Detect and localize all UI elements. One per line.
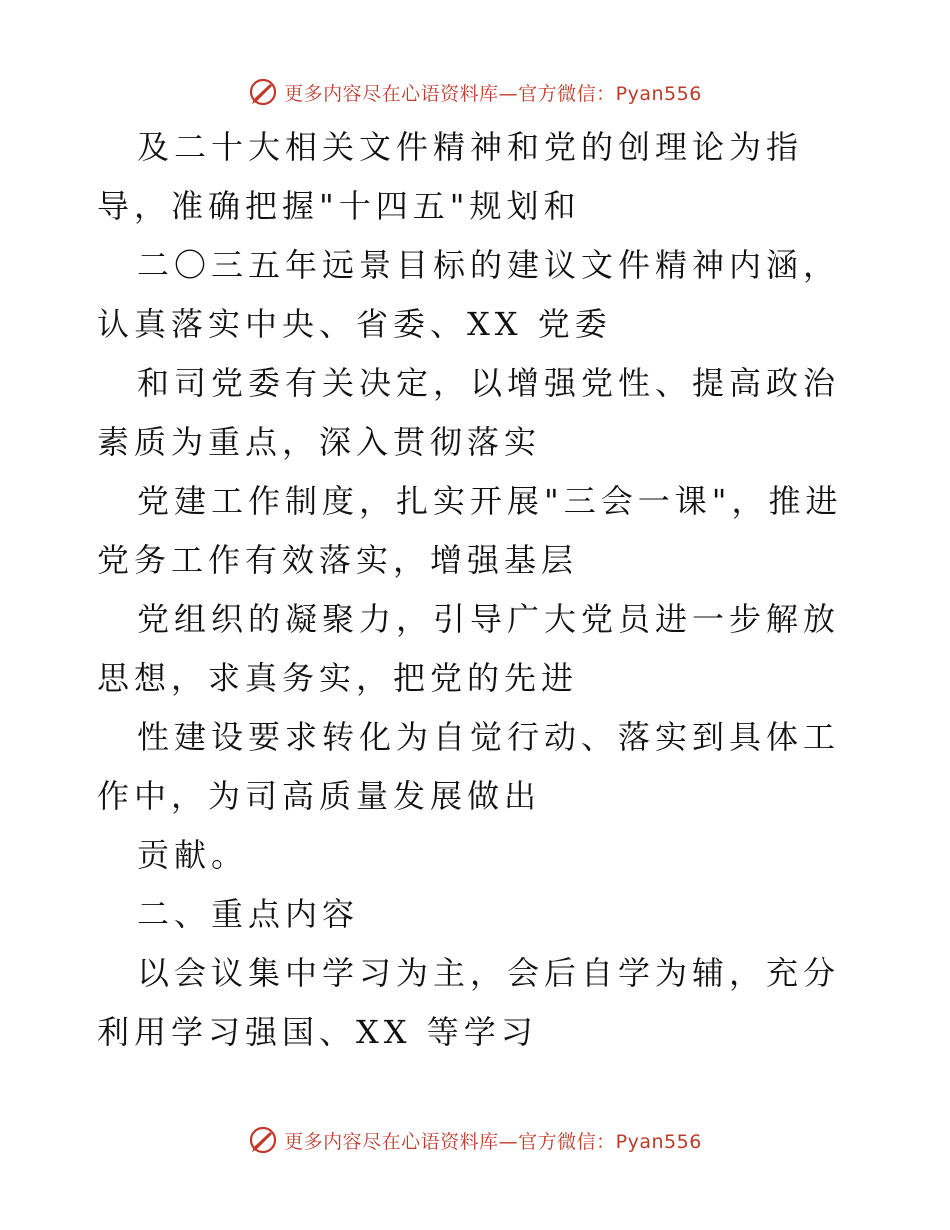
- paragraph: 贡献。: [137, 836, 249, 874]
- paragraph: 二〇三五年远景目标的建议文件精神内涵，认真落实中央、省委、XX 党委: [97, 246, 841, 343]
- paragraph: 党组织的凝聚力，引导广大党员进一步解放思想，求真务实，把党的先进: [97, 600, 841, 697]
- footer-watermark: [0, 1120, 950, 1160]
- document-body: [97, 118, 857, 1062]
- pen-logo-icon: [248, 1125, 278, 1155]
- paragraph: 和司党委有关决定，以增强党性、提高政治素质为重点，深入贯彻落实: [97, 364, 841, 461]
- paragraph: 以会议集中学习为主，会后自学为辅，充分利用学习强国、XX 等学习: [97, 954, 841, 1051]
- paragraph: 党建工作制度，扎实开展"三会一课"，推进党务工作有效落实，增强基层: [97, 482, 843, 579]
- pen-logo-icon: [248, 77, 278, 107]
- header-watermark: [0, 72, 950, 112]
- section-heading: 二、重点内容: [137, 895, 360, 933]
- paragraph: 性建设要求转化为自觉行动、落实到具体工作中，为司高质量发展做出: [97, 718, 841, 815]
- watermark-text: 更多内容尽在心语资料库—官方微信：Pyan556: [284, 82, 702, 105]
- watermark-text: 更多内容尽在心语资料库—官方微信：Pyan556: [284, 1130, 702, 1153]
- paragraph: 及二十大相关文件精神和党的创理论为指导，准确把握"十四五"规划和: [97, 128, 804, 225]
